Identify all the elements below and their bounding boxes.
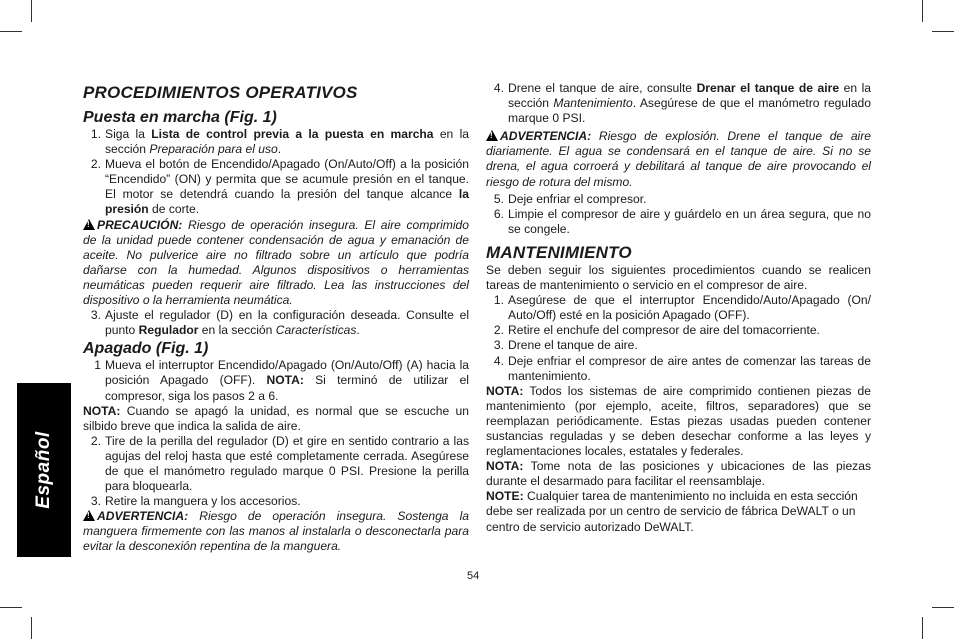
warning-notice: !ADVERTENCIA: Riesgo de explosión. Drene el tanque de aire diariamente. El agua se condensará en el tanque de aire. Si no se drena, el agua corroerá y debilitará al tanque de aire provocando el riesgo de rotura del mismo. (486, 129, 871, 189)
crop-mark (932, 607, 954, 608)
list-item (486, 338, 871, 353)
list-text: Retire la manguera y los accesorios. (105, 494, 301, 509)
list-text: Deje enfriar el compresor. (508, 191, 647, 206)
list-number: 1. (493, 293, 504, 308)
crop-mark (31, 0, 32, 22)
list-number: 1. (90, 127, 101, 141)
list-number: 2. (90, 433, 101, 448)
list-item (83, 358, 469, 403)
list-item (486, 192, 871, 207)
list-text: Drene el tanque de aire, consulte Drenar el tanque de aire en la sección Mantenimiento. Asegúrese de que el manómetro regulado marque 0 PSI. (508, 81, 871, 126)
list-number: 4. (493, 353, 504, 368)
language-tab (17, 383, 71, 557)
list-number: 2. (493, 323, 504, 338)
note-paragraph: NOTA: Tome nota de las posiciones y ubicaciones de las piezas durante el desarmado para facilitar el reensamblaje. (486, 459, 871, 489)
list-text: Retire el enchufe del compresor de aire del tomacorriente. (508, 323, 820, 338)
warning-triangle-icon (83, 510, 95, 521)
caution-notice: !PRECAUCIÓN: Riesgo de operación insegura. El aire comprimido de la unidad puede contener condensación de agua y emanación de aceite. No pulverice aire no filtrado sobre un artículo que podría dañarse con la humedad. Algunos dispositivos o herramientas neumáticas pueden requerir aire filtrado. Lea las instrucciones del dispositivo o la herramienta neumática. (83, 218, 469, 309)
list-item (83, 308, 469, 338)
list-item (486, 293, 871, 323)
list-item (83, 494, 469, 509)
warning-notice: !ADVERTENCIA: Riesgo de operación insegura. Sostenga la manguera firmemente con las manos al instalarla o desconectarla para evitar la desconexión repentina de la manguera. (83, 509, 469, 554)
crop-mark (0, 607, 22, 608)
list-item (486, 354, 871, 384)
list-text: Drene el tanque de aire. (508, 338, 638, 353)
left-column (83, 80, 469, 555)
list-text: Siga la Lista de control previa a la puesta en marcha en la sección Preparación para el uso. (105, 127, 469, 157)
note-paragraph: NOTA: Todos los sistemas de aire comprimido contienen piezas de mantenimiento (por ejemplo, aceite, filtros, separadores) que se reemplazan periódicamente. Estas piezas usadas pueden contener sustancias reguladas y se deben desechar conforme a las leyes y reglamentaciones locales, estatales y federales. (486, 383, 871, 459)
list-number: 3. (493, 338, 504, 353)
list-number: 5. (493, 191, 504, 206)
list-text: Limpie el compresor de aire y guárdelo en un área segura, que no se congele. (508, 206, 871, 236)
heading-maintenance: MANTENIMIENTO (486, 242, 632, 262)
list-item (83, 157, 469, 217)
crop-mark (922, 617, 923, 639)
page-number: 54 (467, 570, 480, 582)
list-number: 3. (90, 494, 101, 509)
heading-startup: Puesta en marcha (Fig. 1) (83, 109, 277, 126)
crop-mark (932, 31, 954, 32)
list-text: Mueva el interruptor Encendido/Apagado (On/Auto/Off) (A) hacia la posición Apagado (OFF). NOTA: Si terminó de utilizar el compresor, siga los pasos 2 a 6. (105, 358, 469, 403)
crop-mark (0, 31, 22, 32)
list-item (486, 207, 871, 237)
warning-triangle-icon (83, 219, 95, 230)
list-item (83, 434, 469, 494)
list-number: 3. (90, 308, 101, 323)
crop-mark (31, 617, 32, 639)
list-number: 1 (94, 358, 101, 373)
list-text: Mueva el botón de Encendido/Apagado (On/Auto/Off) a la posición “Encendido” (ON) y permita que se acumule presión en el tanque. El motor se detendrá cuando la presión del tanque alcance la presión de corte. (105, 157, 469, 217)
heading-shutdown: Apagado (Fig. 1) (83, 340, 209, 358)
list-number: 4. (493, 81, 504, 95)
right-column (486, 81, 871, 535)
maintenance-intro: Se deben seguir los siguientes procedimientos cuando se realicen tareas de mantenimiento o servicio en el compresor de aire. (486, 262, 871, 293)
note-paragraph: NOTE: Cualquier tarea de mantenimiento no incluida en esta sección debe ser realizada por un centro de servicio de fábrica DeWALT o un centro de servicio autorizado DeWALT. (486, 489, 858, 534)
list-text: Ajuste el regulador (D) en la configuración deseada. Consulte el punto Regulador en la sección Características. (105, 308, 469, 338)
list-number: 2. (90, 157, 101, 172)
crop-mark (922, 0, 923, 22)
list-text: Deje enfriar el compresor de aire antes de comenzar las tareas de mantenimiento. (508, 353, 871, 383)
section-title-operating-procedures: PROCEDIMIENTOS OPERATIVOS (83, 83, 358, 102)
note-paragraph: NOTA: Cuando se apagó la unidad, es normal que se escuche un silbido breve que indica la salida de aire. (83, 403, 469, 433)
list-text: Asegúrese de que el interruptor Encendido/Auto/Apagado (On/ Auto/Off) esté en la posición Apagado (OFF). (508, 293, 871, 323)
language-tab-label: Español (33, 431, 54, 509)
list-number: 6. (493, 206, 504, 221)
list-text: Tire de la perilla del regulador (D) et gire en sentido contrario a las agujas del reloj hasta que esté completamente cerrada. Asegúrese de que el manómetro regulado marque 0 PSI. Presione la perilla para bloquearla. (105, 433, 469, 494)
list-item (486, 323, 871, 338)
warning-triangle-icon (486, 130, 498, 141)
list-item (83, 127, 469, 157)
list-item (486, 81, 871, 126)
